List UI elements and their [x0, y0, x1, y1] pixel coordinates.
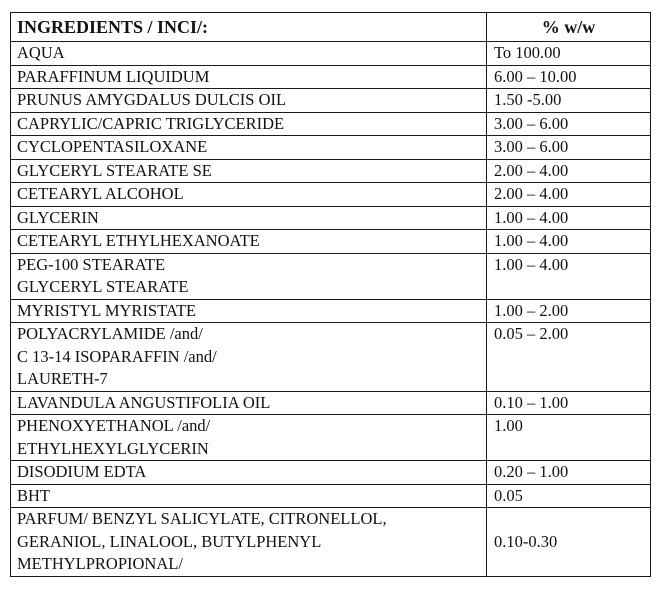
- table-row: [11, 159, 651, 183]
- percent-cell: 3.00 – 6.00: [487, 112, 651, 136]
- table-row: [11, 136, 651, 160]
- ingredient-cell: LAVANDULA ANGUSTIFOLIA OIL: [11, 391, 487, 415]
- ingredient-cell: AQUA: [11, 42, 487, 66]
- table-row: [11, 89, 651, 113]
- table-row: [11, 508, 651, 577]
- ingredient-cell: CAPRYLIC/CAPRIC TRIGLYCERIDE: [11, 112, 487, 136]
- ingredients-table: [10, 12, 651, 577]
- table-row: [11, 461, 651, 485]
- ingredient-cell: CYCLOPENTASILOXANE: [11, 136, 487, 160]
- percent-cell: 1.00 – 2.00: [487, 299, 651, 323]
- table-row: [11, 183, 651, 207]
- ingredient-cell: CETEARYL ALCOHOL: [11, 183, 487, 207]
- ingredient-cell: PRUNUS AMYGDALUS DULCIS OIL: [11, 89, 487, 113]
- table-row: [11, 65, 651, 89]
- ingredient-cell: GLYCERYL STEARATE SE: [11, 159, 487, 183]
- percent-cell: 1.00 – 4.00: [487, 253, 651, 299]
- percent-cell: 3.00 – 6.00: [487, 136, 651, 160]
- table-row: [11, 42, 651, 66]
- percent-cell: 1.00 – 4.00: [487, 230, 651, 254]
- percent-cell: 0.20 – 1.00: [487, 461, 651, 485]
- table-row: [11, 112, 651, 136]
- ingredient-cell: PARFUM/ BENZYL SALICYLATE, CITRONELLOL, GERANIOL, LINALOOL, BUTYLPHENYL METHYLPROPIONAL/: [11, 508, 487, 577]
- ingredient-cell: CETEARYL ETHYLHEXANOATE: [11, 230, 487, 254]
- percent-cell: 1.50 -5.00: [487, 89, 651, 113]
- ingredient-cell: PHENOXYETHANOL /and/ ETHYLHEXYLGLYCERIN: [11, 415, 487, 461]
- percent-cell: 1.00 – 4.00: [487, 206, 651, 230]
- table-row: [11, 206, 651, 230]
- ingredient-cell: PEG-100 STEARATE GLYCERYL STEARATE: [11, 253, 487, 299]
- ingredient-cell: POLYACRYLAMIDE /and/ C 13-14 ISOPARAFFIN /and/ LAURETH-7: [11, 323, 487, 392]
- ingredient-cell: PARAFFINUM LIQUIDUM: [11, 65, 487, 89]
- table-row: [11, 299, 651, 323]
- percent-column-header: % w/w: [487, 13, 651, 42]
- percent-cell: 0.10 – 1.00: [487, 391, 651, 415]
- percent-cell: 1.00: [487, 415, 651, 461]
- percent-cell: 2.00 – 4.00: [487, 159, 651, 183]
- ingredient-cell: DISODIUM EDTA: [11, 461, 487, 485]
- percent-cell: To 100.00: [487, 42, 651, 66]
- ingredient-cell: MYRISTYL MYRISTATE: [11, 299, 487, 323]
- percent-cell: 0.05: [487, 484, 651, 508]
- percent-cell: 0.05 – 2.00: [487, 323, 651, 392]
- percent-cell: 2.00 – 4.00: [487, 183, 651, 207]
- table-row: [11, 484, 651, 508]
- table-row: [11, 415, 651, 461]
- table-row: [11, 230, 651, 254]
- ingredient-cell: GLYCERIN: [11, 206, 487, 230]
- table-header-row: [11, 13, 651, 42]
- ingredient-cell: BHT: [11, 484, 487, 508]
- table-row: [11, 323, 651, 392]
- percent-cell: 0.10-0.30: [487, 508, 651, 577]
- table-row: [11, 391, 651, 415]
- table-row: [11, 253, 651, 299]
- ingredients-column-header: INGREDIENTS / INCI/:: [11, 13, 487, 42]
- percent-cell: 6.00 – 10.00: [487, 65, 651, 89]
